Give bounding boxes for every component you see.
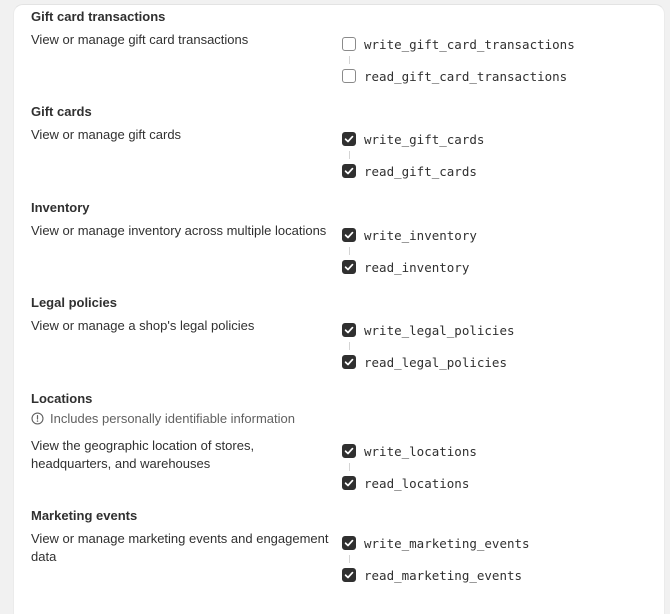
scope-label: write_legal_policies	[364, 322, 515, 338]
scope-checkbox[interactable]	[342, 228, 356, 242]
scope-label: write_locations	[364, 443, 477, 459]
scope-checkbox[interactable]	[342, 323, 356, 337]
scope-checkbox[interactable]	[342, 568, 356, 582]
scope-connector-line	[349, 151, 350, 159]
scope-group-description: View or manage marketing events and engagement data	[31, 531, 329, 564]
scope-read-marketing-events[interactable]	[342, 566, 522, 584]
checkmark-icon	[344, 230, 354, 240]
scope-group-title: Gift cards	[31, 104, 92, 119]
scope-label: read_marketing_events	[364, 567, 523, 583]
scope-checkbox[interactable]	[342, 164, 356, 178]
scope-label: write_marketing_events	[364, 535, 530, 551]
checkmark-icon	[344, 446, 354, 456]
scope-connector-line	[349, 342, 350, 350]
scope-label: read_locations	[364, 475, 470, 491]
scope-label: write_inventory	[364, 227, 477, 243]
scope-connector-line	[349, 247, 350, 255]
checkmark-icon	[344, 357, 354, 367]
scope-write-gift-cards[interactable]	[342, 130, 484, 148]
scope-checkbox[interactable]	[342, 355, 356, 369]
scope-group-description: View or manage inventory across multiple locations	[31, 223, 327, 238]
scope-connector-line	[349, 555, 350, 563]
scope-group-title: Inventory	[31, 200, 90, 215]
scope-write-gift-card-transactions[interactable]	[342, 35, 575, 53]
info-circle-icon	[31, 412, 44, 425]
scope-write-locations[interactable]	[342, 442, 477, 460]
scope-checkbox[interactable]	[342, 476, 356, 490]
scope-read-gift-cards[interactable]	[342, 162, 477, 180]
checkmark-icon	[344, 262, 354, 272]
scope-checkbox[interactable]	[342, 69, 356, 83]
scope-group-description: View or manage gift cards	[31, 127, 182, 142]
scope-write-legal-policies[interactable]	[342, 321, 515, 339]
scope-read-locations[interactable]	[342, 474, 469, 492]
scope-write-inventory[interactable]	[342, 226, 477, 244]
scope-read-inventory[interactable]	[342, 258, 469, 276]
scope-write-marketing-events[interactable]	[342, 534, 530, 552]
scope-group-title: Marketing events	[31, 508, 138, 523]
scope-read-gift-card-transactions[interactable]	[342, 67, 567, 85]
scope-group-title: Locations	[31, 391, 93, 406]
checkmark-icon	[344, 166, 354, 176]
checkmark-icon	[344, 134, 354, 144]
scope-group-description: View or manage a shop's legal policies	[31, 318, 255, 333]
scope-checkbox[interactable]	[342, 37, 356, 51]
scope-connector-line	[349, 463, 350, 471]
scope-group-title: Gift card transactions	[31, 9, 166, 24]
scope-label: write_gift_card_transactions	[364, 36, 575, 52]
scope-label: read_gift_card_transactions	[364, 68, 568, 84]
scope-group-description: View the geographic location of stores, headquarters, and warehouses	[31, 438, 255, 471]
checkmark-icon	[344, 478, 354, 488]
scope-label: read_legal_policies	[364, 354, 507, 370]
checkmark-icon	[344, 325, 354, 335]
scope-read-legal-policies[interactable]	[342, 353, 507, 371]
scope-label: write_gift_cards	[364, 131, 485, 147]
checkmark-icon	[344, 538, 354, 548]
pii-notice-text: Includes personally identifiable information	[50, 411, 295, 426]
access-scopes-card	[13, 4, 665, 614]
scope-checkbox[interactable]	[342, 132, 356, 146]
checkmark-icon	[344, 570, 354, 580]
scope-checkbox[interactable]	[342, 444, 356, 458]
scope-label: read_gift_cards	[364, 163, 477, 179]
scope-group-title: Legal policies	[31, 295, 117, 310]
scope-checkbox[interactable]	[342, 260, 356, 274]
scope-group-description: View or manage gift card transactions	[31, 32, 249, 47]
scope-checkbox[interactable]	[342, 536, 356, 550]
scope-connector-line	[349, 56, 350, 64]
scope-label: read_inventory	[364, 259, 470, 275]
pii-notice	[31, 411, 295, 426]
